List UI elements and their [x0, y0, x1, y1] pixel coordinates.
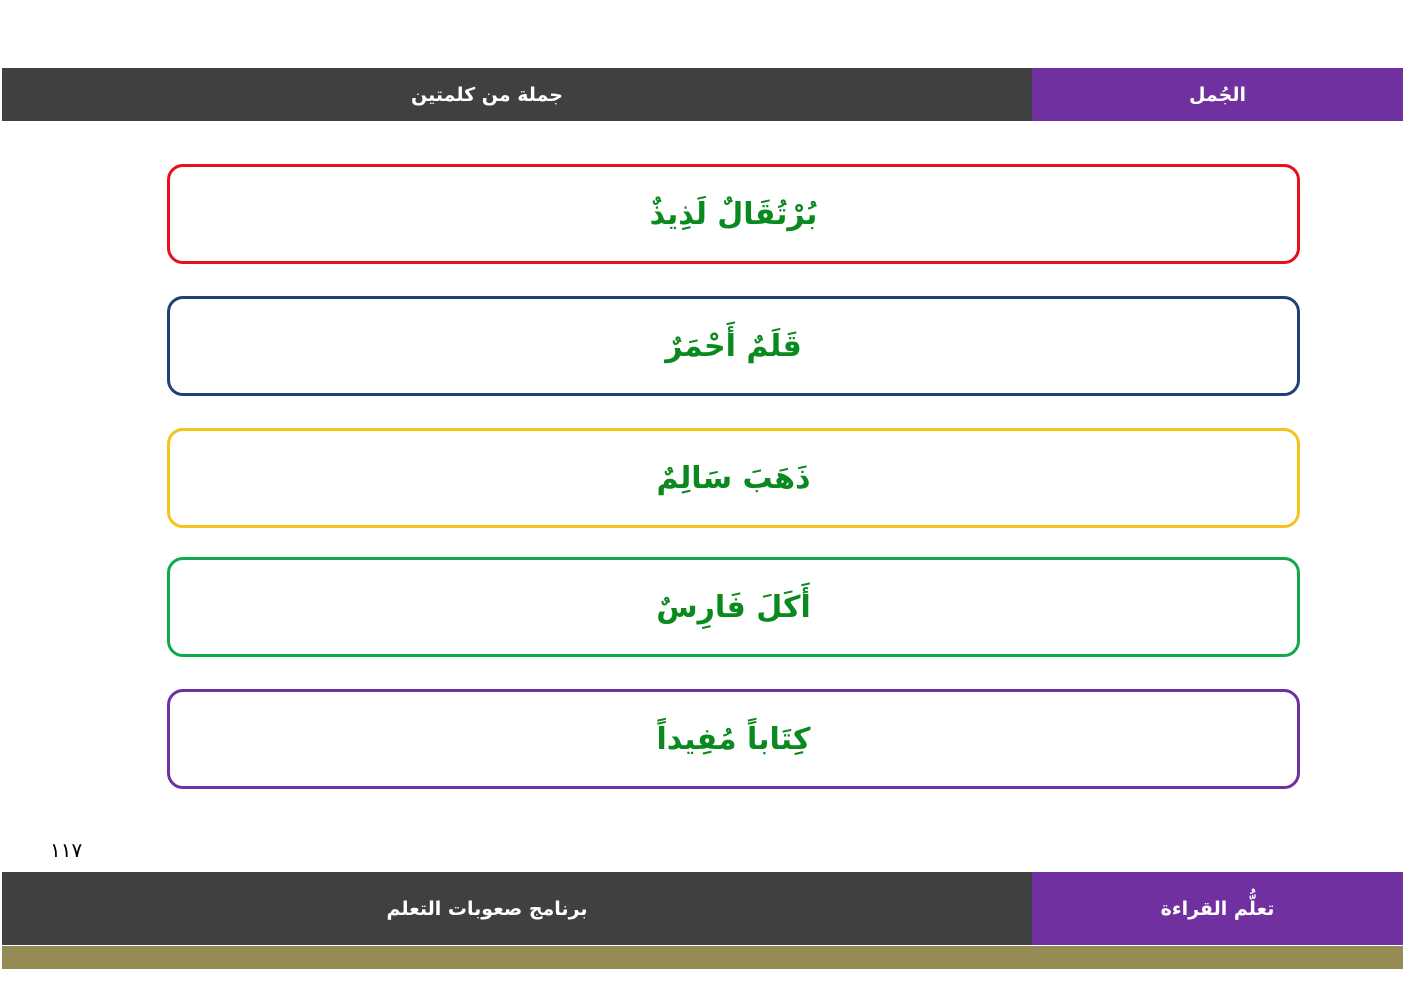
- program-title: برنامج صعوبات التعلم: [386, 897, 588, 920]
- sentence-text: ذَهَبَ سَالِمٌ: [656, 460, 811, 496]
- sentence-text: بُرْتُقَالٌ لَذِيذٌ: [649, 196, 818, 232]
- footer-bar: [2, 872, 1403, 945]
- book-title: تعلُّم القراءة: [1160, 897, 1275, 920]
- section-title-panel: [1032, 68, 1403, 121]
- sentence-text: قَلَمٌ أَحْمَرٌ: [665, 328, 802, 364]
- sentence-card-4: [167, 557, 1300, 657]
- program-title-panel: [2, 872, 1032, 945]
- sentence-card-5: [167, 689, 1300, 789]
- sentence-card-3: [167, 428, 1300, 528]
- sentence-card-2: [167, 296, 1300, 396]
- footer-accent-strip: [2, 946, 1403, 969]
- lesson-title-panel: [2, 68, 1032, 121]
- sentence-text: كِتَاباً مُفِيداً: [656, 721, 811, 757]
- section-title: الجُمل: [1188, 83, 1247, 106]
- book-title-panel: [1032, 872, 1403, 945]
- sentence-card-1: [167, 164, 1300, 264]
- page-number: ١١٧: [50, 838, 83, 862]
- header-bar: [2, 68, 1403, 121]
- lesson-title: جملة من كلمتين: [411, 83, 563, 106]
- sentence-text: أَكَلَ فَارِسٌ: [656, 589, 811, 625]
